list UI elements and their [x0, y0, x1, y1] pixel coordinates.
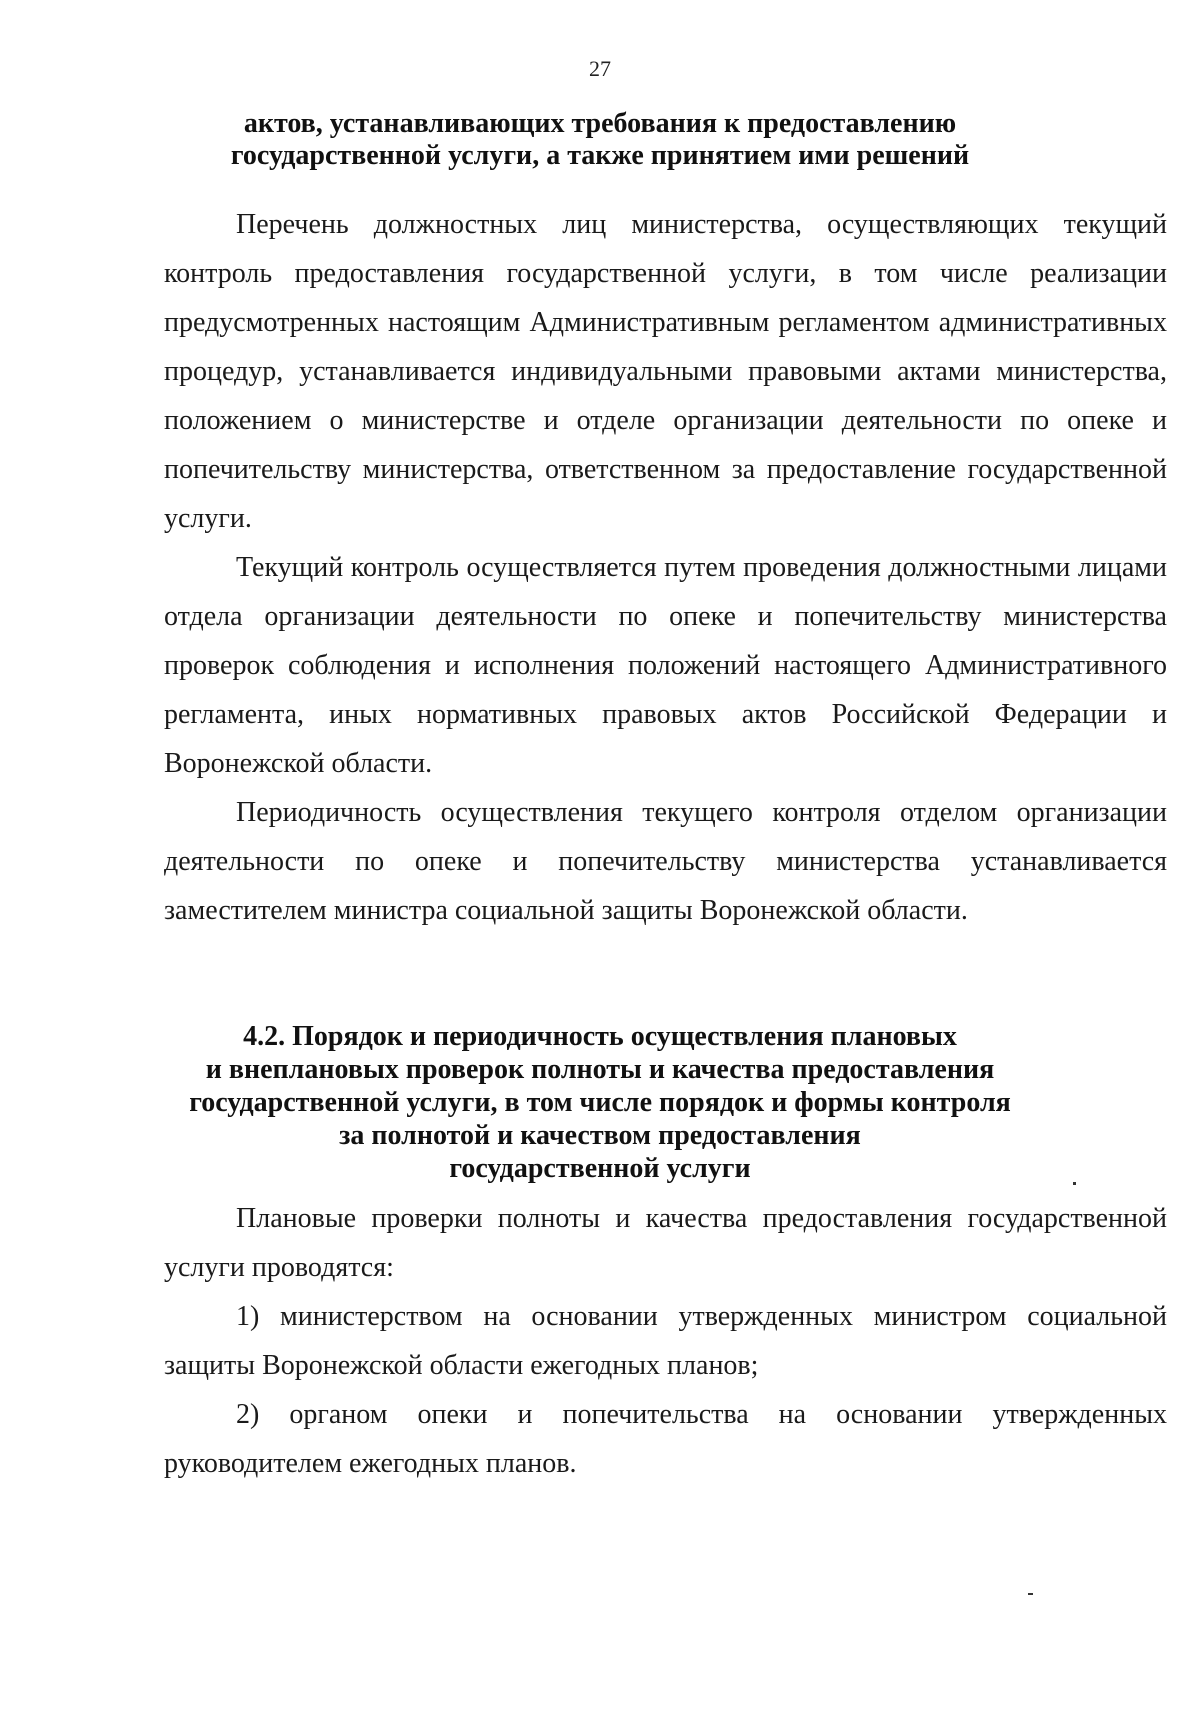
section-heading-4-2 [160, 1020, 1040, 1185]
section-heading-continuation [160, 108, 1040, 172]
scan-speck [1028, 1593, 1033, 1595]
heading-line: 4.2. Порядок и периодичность осуществления плановых [243, 1021, 957, 1052]
heading-line: и внеплановых проверок полноты и качества предоставления [205, 1054, 995, 1085]
paragraph: Текущий контроль осуществляется путем проведения должностными лицами отдела организации деятельности по опеке и попечительству министерства проверок соблюдения и исполнения положений настоящего Административного регламента, иных нормативных правовых актов Российской Федерации и Воронежской области. [164, 552, 1167, 779]
heading-line: государственной услуги, в том числе порядок и формы контроля [189, 1087, 1011, 1118]
body-text-block [164, 200, 1167, 935]
paragraph: Плановые проверки полноты и качества предоставления государственной услуги проводятся: [164, 1203, 1167, 1283]
heading-line: государственной услуги [449, 1153, 751, 1184]
list-item: 1) министерством на основании утвержденных министром социальной защиты Воронежской области ежегодных планов; [164, 1301, 1167, 1381]
heading-line: государственной услуги, а также принятием ими решений [230, 140, 970, 171]
body-text-block [164, 1194, 1167, 1488]
paragraph: Перечень должностных лиц министерства, осуществляющих текущий контроль предоставления государственной услуги, в том числе реализации предусмотренных настоящим Административным регламентом административных процедур, устанавливается индивидуальными правовыми актами министерства, положением о министерстве и отделе организации деятельности по опеке и попечительству министерства, ответственном за предоставление государственной услуги. [164, 209, 1167, 534]
list-item: 2) органом опеки и попечительства на основании утвержденных руководителем ежегодных планов. [164, 1399, 1167, 1479]
page-number: 27 [589, 56, 611, 81]
heading-line: актов, устанавливающих требования к предоставлению [243, 108, 957, 139]
scan-speck [1073, 1182, 1076, 1185]
paragraph: Периодичность осуществления текущего контроля отделом организации деятельности по опеке и попечительству министерства устанавливается заместителем министра социальной защиты Воронежской области. [164, 797, 1167, 926]
heading-line: за полнотой и качеством предоставления [339, 1120, 861, 1151]
